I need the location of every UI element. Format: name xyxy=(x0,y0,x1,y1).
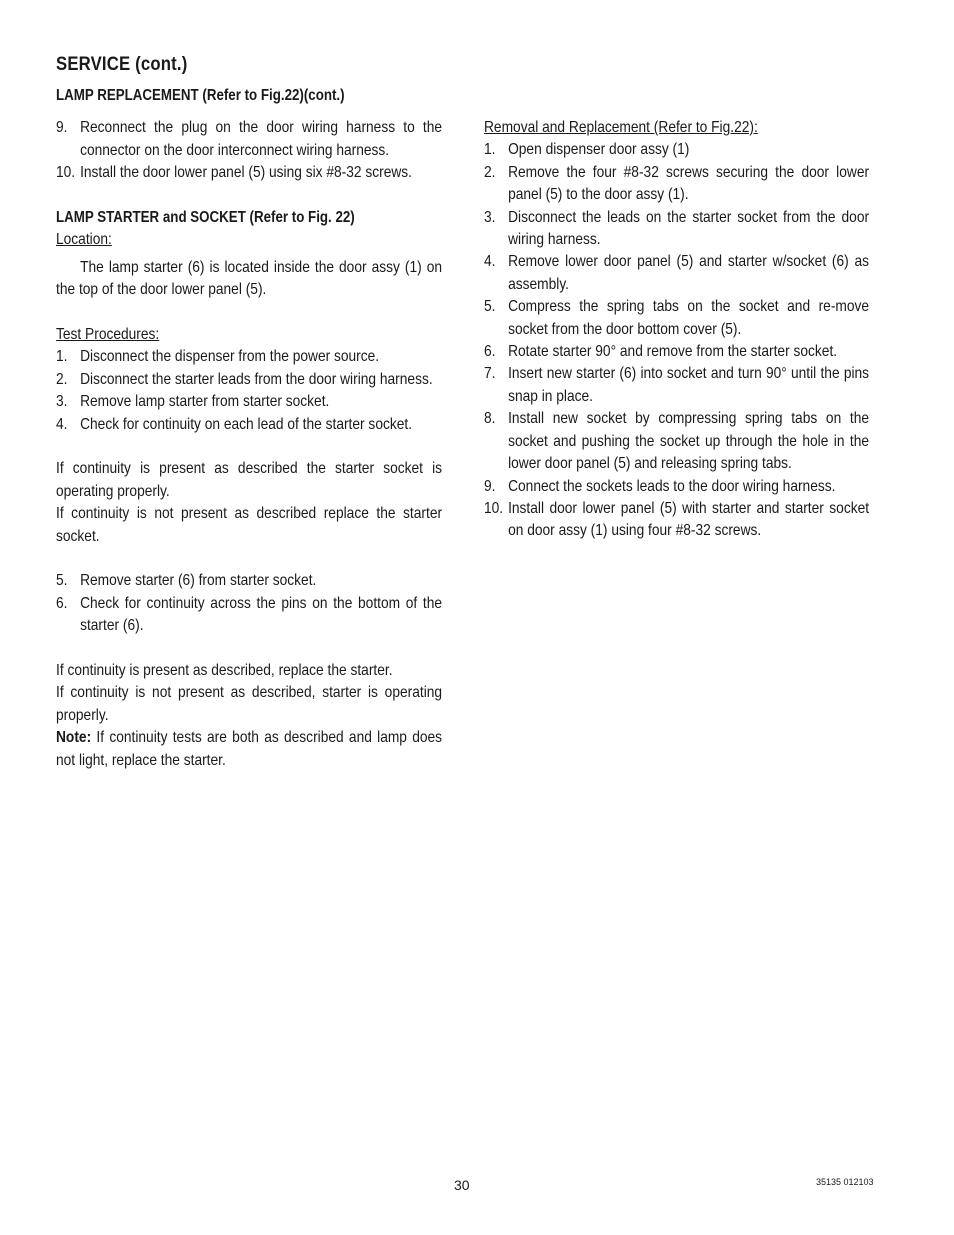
list-item: 3. Remove lamp starter from starter socket. xyxy=(56,393,330,411)
note-text: If continuity tests are both as described and lamp does not light, replace the starter. xyxy=(56,729,443,769)
list-item: 3. Disconnect the leads on the starter socket from the door wiring harness. xyxy=(484,208,870,249)
test-procedures-list xyxy=(56,346,442,436)
list-item: 5. Compress the spring tabs on the socket and re-move socket from the door bottom cover (5). xyxy=(484,298,870,338)
list-item: 5. Remove starter (6) from starter socket. xyxy=(56,572,317,590)
lamp-replacement-list xyxy=(56,117,442,184)
list-item: 10. Install door lower panel (5) with starter and starter socket on door assy (1) using four #8-32 screws. xyxy=(484,499,870,540)
lamp-starter-heading: LAMP STARTER and SOCKET (Refer to Fig. 22) xyxy=(56,209,355,227)
page-title: SERVICE (cont.) xyxy=(56,54,188,75)
list-item: 2. Remove the four #8-32 screws securing the door lower panel (5) to the door assy (1). xyxy=(484,163,870,204)
note-label: Note: xyxy=(56,729,92,747)
continuity-absent-text-2: If continuity is not present as described, starter is operating properly. xyxy=(56,684,443,724)
list-item: 2. Disconnect the starter leads from the door wiring harness. xyxy=(56,370,433,388)
list-item: 10. Install the door lower panel (5) using six #8-32 screws. xyxy=(56,164,413,182)
list-item: 4. Remove lower door panel (5) and starter w/socket (6) as assembly. xyxy=(484,253,870,293)
list-item: 9. Reconnect the plug on the door wiring harness to the connector on the door interconnect wiring harness. xyxy=(56,119,443,159)
location-label: Location: xyxy=(56,231,112,249)
right-column xyxy=(484,117,870,543)
continuity-present-text-2: If continuity is present as described, replace the starter. xyxy=(56,662,393,680)
list-item: 9. Connect the sockets leads to the door wiring harness. xyxy=(484,477,836,495)
location-text: The lamp starter (6) is located inside the door assy (1) on the top of the door lower panel (5). xyxy=(56,258,443,299)
page-number: 30 xyxy=(454,1177,470,1193)
test-procedures-label: Test Procedures: xyxy=(56,326,160,344)
list-item: 8. Install new socket by compressing spring tabs on the socket and pushing the socket up through the hole in the lower door panel (5) and releasing spring tabs. xyxy=(484,410,870,473)
list-item: 1. Disconnect the dispenser from the power source. xyxy=(56,348,380,366)
note-paragraph xyxy=(56,727,442,772)
list-item: 4. Check for continuity on each lead of the starter socket. xyxy=(56,415,413,433)
test-procedures-list-continued xyxy=(56,570,442,637)
document-code: 35135 012103 xyxy=(816,1177,874,1187)
removal-replacement-list xyxy=(484,139,869,542)
list-item: 6. Rotate starter 90° and remove from the starter socket. xyxy=(484,343,838,361)
list-item: 7. Insert new starter (6) into socket and turn 90° until the pins snap in place. xyxy=(484,365,870,405)
list-item: 1. Open dispenser door assy (1) xyxy=(484,141,690,159)
continuity-present-text: If continuity is present as described the starter socket is operating properly. xyxy=(56,460,443,500)
continuity-absent-text: If continuity is not present as described replace the starter socket. xyxy=(56,505,443,545)
lamp-replacement-heading: LAMP REPLACEMENT (Refer to Fig.22)(cont.) xyxy=(56,87,345,104)
left-column xyxy=(56,85,443,772)
list-item: 6. Check for continuity across the pins on the bottom of the starter (6). xyxy=(56,594,443,635)
removal-replacement-label: Removal and Replacement (Refer to Fig.22): xyxy=(484,119,758,136)
